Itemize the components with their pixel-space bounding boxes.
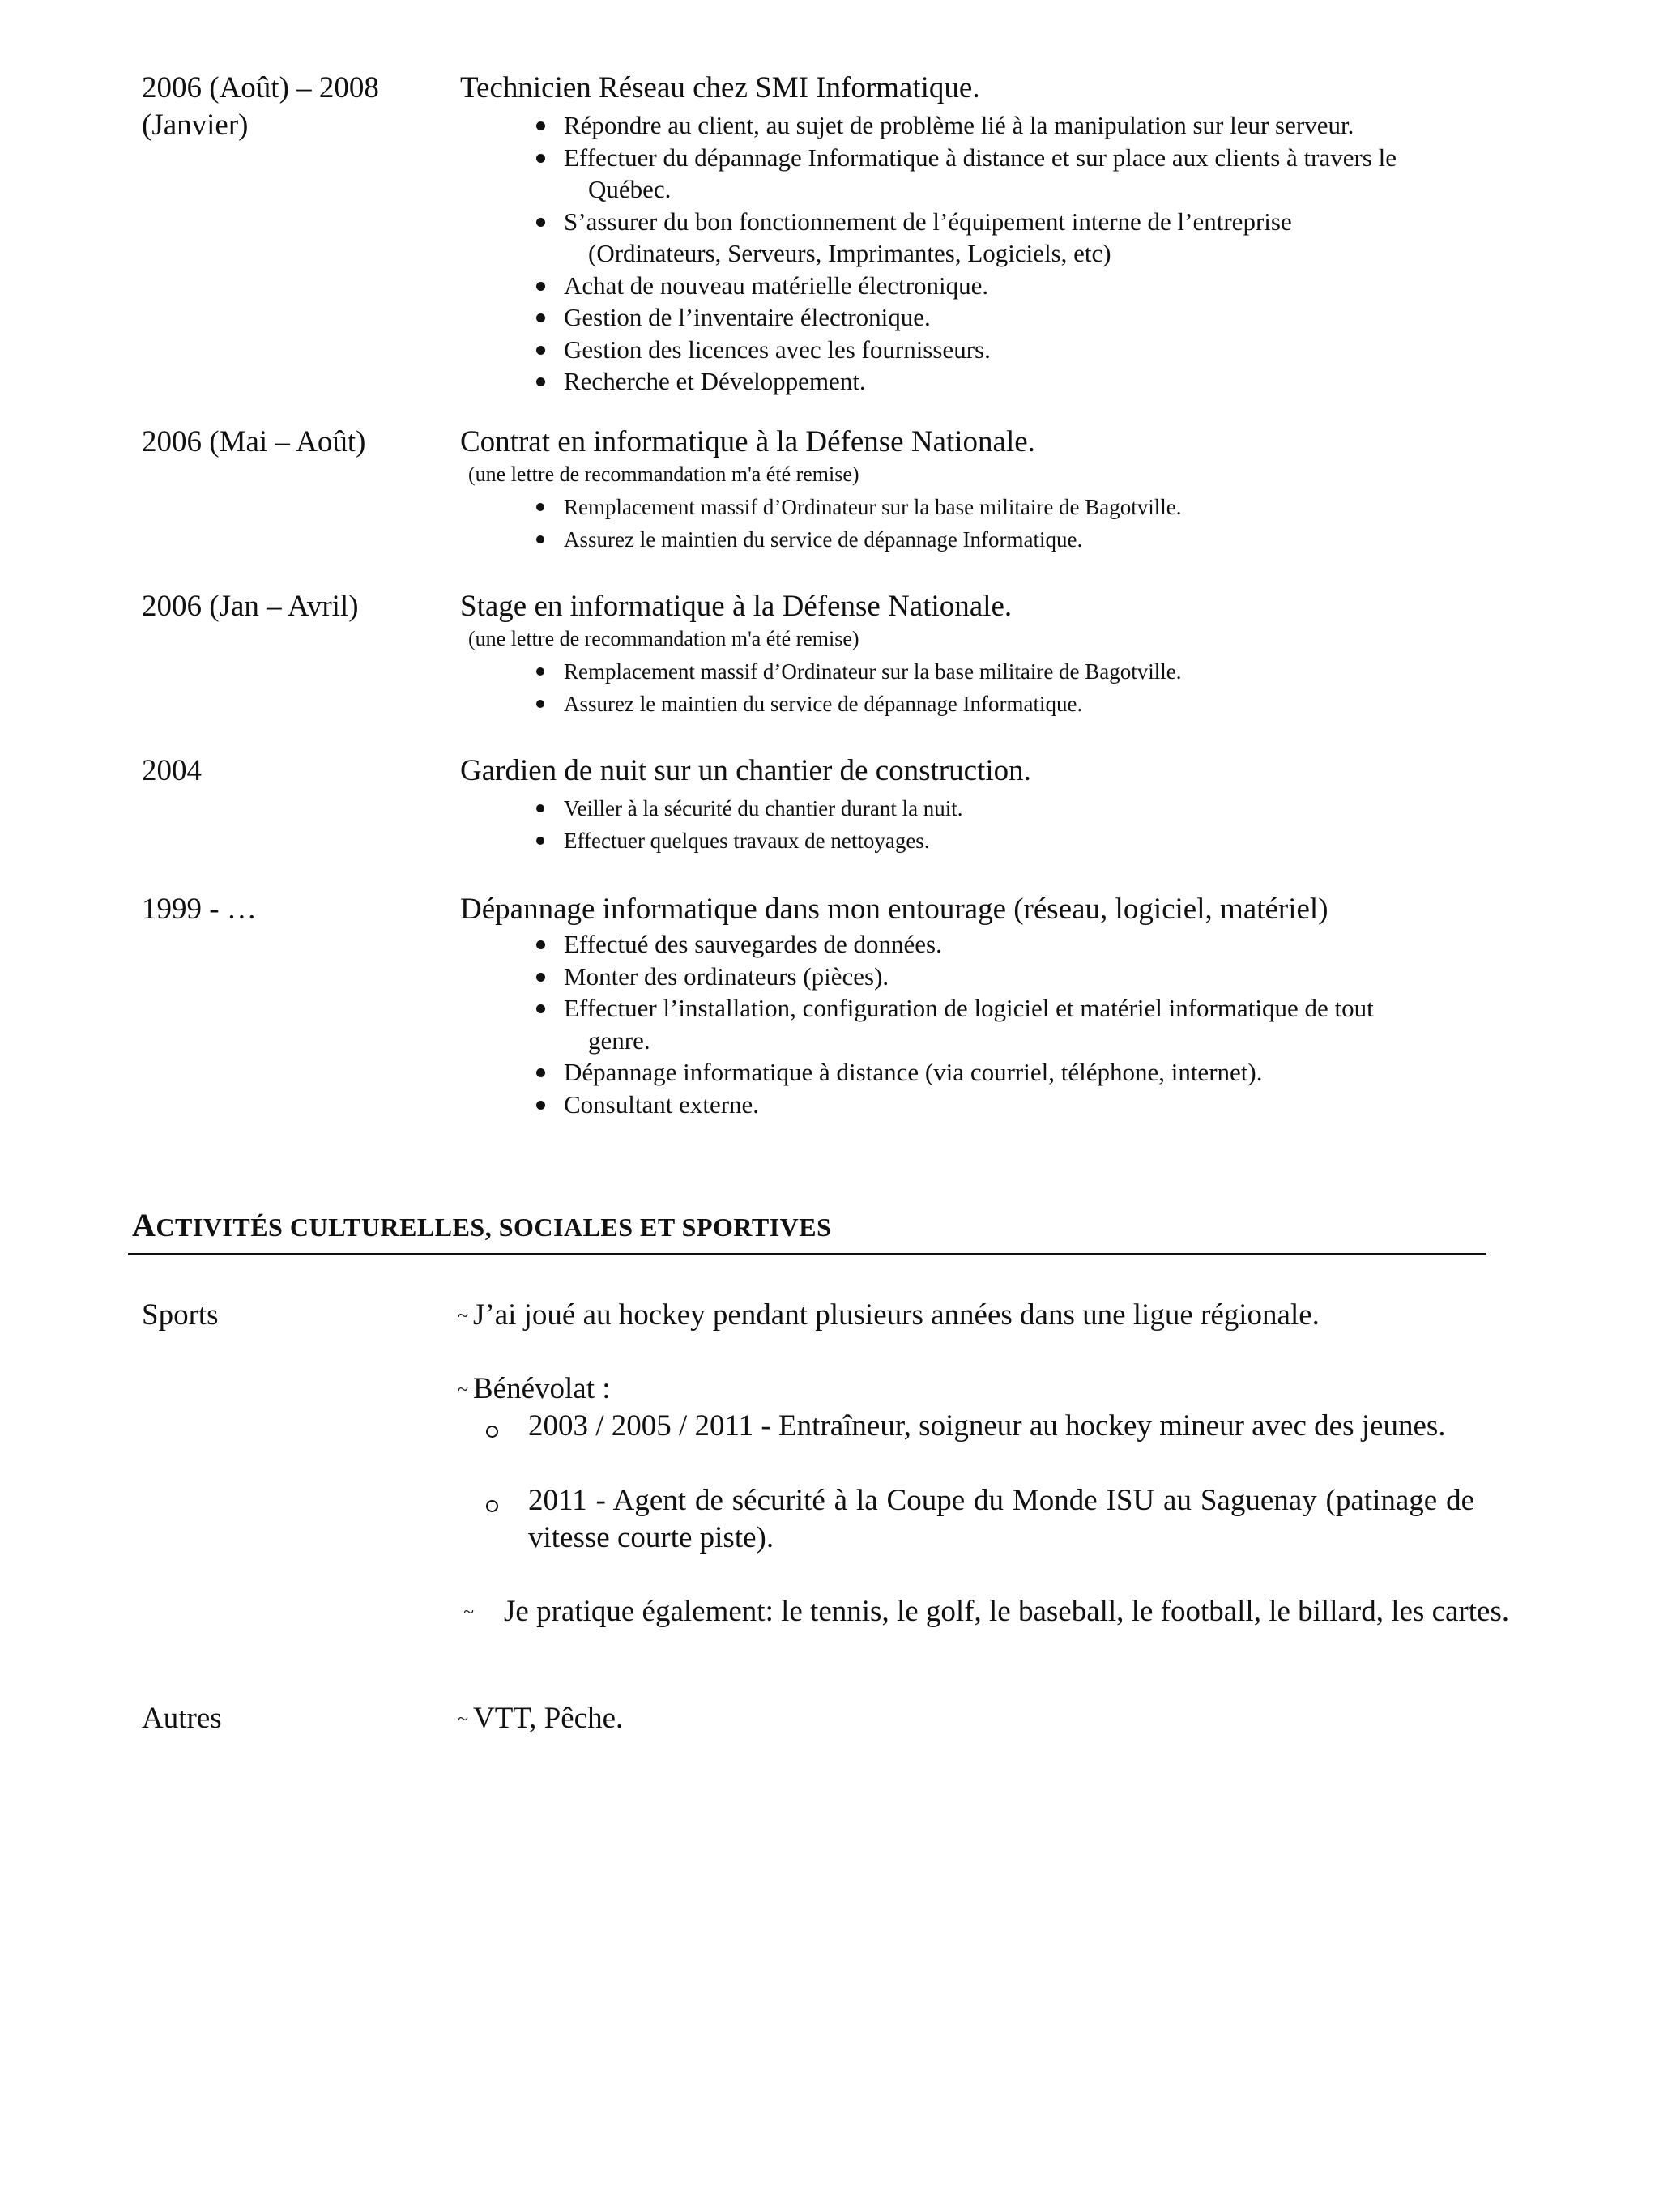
job-note: (une lettre de recommandation m'a été remise) <box>468 627 859 650</box>
job-date: 2006 (Août) – 2008 (Janvier) <box>142 71 379 142</box>
bullet-icon <box>536 154 545 163</box>
bullet-icon <box>536 282 545 291</box>
bullet-icon <box>536 700 544 708</box>
job-note: (une lettre de recommandation m'a été remise) <box>468 462 859 486</box>
list-item: Effectuer l’installation, configuration de logiciel et matériel informatique de tout genre. <box>0 992 1487 1056</box>
bullet-icon <box>536 535 544 543</box>
bullet-icon <box>536 346 545 355</box>
job-date: 2006 (Jan – Avril) <box>142 590 359 623</box>
job-date: 2006 (Mai – Août) <box>142 425 366 458</box>
list-item: Recherche et Développement. <box>0 365 1487 398</box>
job-bullets <box>0 109 1487 398</box>
tilde-icon: ~ <box>463 1602 474 1623</box>
bullet-icon <box>536 503 544 511</box>
job-bullets <box>0 792 1463 857</box>
list-item: Effectuer du dépannage Informatique à distance et sur place aux clients à travers le Québec. <box>0 142 1487 206</box>
bullet-icon <box>536 804 544 812</box>
tilde-icon: ~ <box>458 1709 468 1730</box>
job-title: Dépannage informatique dans mon entourage (réseau, logiciel, matériel) <box>460 893 1328 926</box>
list-item: Remplacement massif d’Ordinateur sur la base militaire de Bagotville. <box>0 491 1463 523</box>
autres-text: ~ VTT, Pêche. <box>458 1702 624 1735</box>
pratique-text: ~ Je pratique également: le tennis, le golf, le baseball, le football, le billard, les cartes. <box>463 1593 1515 1631</box>
list-item: Assurez le maintien du service de dépannage Informatique. <box>0 523 1463 556</box>
list-item: Gestion des licences avec les fournisseurs. <box>0 334 1487 366</box>
tilde-icon: ~ <box>458 1379 468 1400</box>
list-item: 2003 / 2005 / 2011 - Entraîneur, soigneur au hockey mineur avec des jeunes. <box>486 1408 1474 1445</box>
autres-label: Autres <box>142 1702 222 1735</box>
circle-bullet-icon <box>486 1500 498 1512</box>
list-item: Répondre au client, au sujet de problème lié à la manipulation sur leur serveur. <box>0 109 1487 142</box>
job-bullets <box>0 655 1463 720</box>
bullet-icon <box>536 667 544 676</box>
section-divider <box>128 1253 1486 1255</box>
sports-label: Sports <box>142 1298 219 1332</box>
bullet-icon <box>536 1004 545 1013</box>
list-item: Monter des ordinateurs (pièces). <box>0 961 1487 993</box>
list-item: Assurez le maintien du service de dépannage Informatique. <box>0 688 1463 720</box>
bullet-icon <box>536 837 544 845</box>
list-item: Remplacement massif d’Ordinateur sur la base militaire de Bagotville. <box>0 655 1463 688</box>
bullet-icon <box>536 218 545 227</box>
circle-bullet-icon <box>486 1426 498 1438</box>
bullet-icon <box>536 377 545 386</box>
list-item: Consultant externe. <box>0 1089 1487 1121</box>
bullet-icon <box>536 121 545 130</box>
list-item: Dépannage informatique à distance (via courriel, téléphone, internet). <box>0 1056 1487 1089</box>
bullet-icon <box>536 940 545 949</box>
job-date: 1999 - … <box>142 893 257 926</box>
list-item: 2011 - Agent de sécurité à la Coupe du Monde ISU au Saguenay (patinage de vitesse courte piste). <box>486 1482 1474 1557</box>
list-item: Veiller à la sécurité du chantier durant la nuit. <box>0 792 1463 825</box>
hockey-text: ~ J’ai joué au hockey pendant plusieurs années dans une ligue régionale. <box>458 1298 1320 1332</box>
job-title: Technicien Réseau chez SMI Informatique. <box>460 71 980 104</box>
tilde-icon: ~ <box>458 1306 468 1327</box>
bullet-icon <box>536 1068 545 1077</box>
job-bullets <box>0 928 1487 1120</box>
benevolat-heading: ~ Bénévolat : <box>458 1372 611 1405</box>
section-heading: ACTIVITÉS CULTURELLES, SOCIALES ET SPORTIVES <box>132 1207 832 1243</box>
list-item: Achat de nouveau matérielle électronique. <box>0 270 1487 302</box>
list-item: S’assurer du bon fonctionnement de l’équipement interne de l’entreprise (Ordinateurs, Serveurs, Imprimantes, Logiciels, etc) <box>0 206 1487 270</box>
list-item: Gestion de l’inventaire électronique. <box>0 301 1487 334</box>
job-title: Contrat en informatique à la Défense Nationale. <box>460 425 1035 458</box>
list-item: Effectuer quelques travaux de nettoyages. <box>0 825 1463 857</box>
bullet-icon <box>536 313 545 322</box>
bullet-icon <box>536 1101 545 1110</box>
job-title: Stage en informatique à la Défense Nationale. <box>460 590 1013 623</box>
bullet-icon <box>536 973 545 982</box>
job-bullets <box>0 491 1463 556</box>
job-date: 2004 <box>142 754 202 787</box>
job-title: Gardien de nuit sur un chantier de construction. <box>460 754 1031 787</box>
list-item: Effectué des sauvegardes de données. <box>0 928 1487 961</box>
